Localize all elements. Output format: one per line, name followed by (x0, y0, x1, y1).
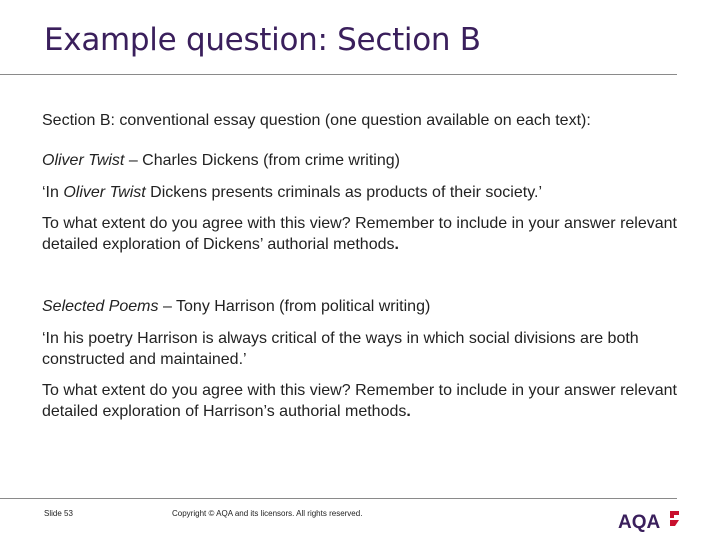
question1-heading (42, 150, 682, 171)
question2-task-end: . (406, 403, 411, 420)
title-divider (0, 74, 677, 75)
question1-quote (42, 182, 682, 203)
aqa-logo-mark (670, 511, 679, 526)
slide-title: Example question: Section B (44, 22, 481, 58)
question1-quote-title: Oliver Twist (63, 184, 146, 201)
intro-text: Section B: conventional essay question (one question available on each text): (42, 112, 591, 129)
question1-quote-open: ‘In (42, 184, 64, 201)
aqa-logo (618, 508, 680, 532)
aqa-logo-text: AQA (618, 512, 661, 532)
question1-quote-rest: Dickens presents criminals as products of their society.’ (145, 184, 543, 201)
question2-quote: ‘In his poetry Harrison is always critical of the ways in which social divisions are both constructed and maintained.’ (42, 330, 639, 368)
slide-number: Slide 53 (44, 509, 73, 518)
question2-heading (42, 296, 682, 317)
copyright-notice: Copyright © AQA and its licensors. All rights reserved. (172, 509, 363, 518)
question2-heading-rest: – Tony Harrison (from political writing) (158, 298, 431, 315)
question2-task (42, 380, 682, 422)
question2-text-title: Selected Poems (42, 298, 159, 315)
question1-task-text: To what extent do you agree with this view? Remember to include in your answer relevant detailed exploration of Dickens’ authorial methods (42, 215, 677, 253)
question1-heading-rest: – Charles Dickens (from crime writing) (124, 152, 400, 169)
question2-task-text: To what extent do you agree with this view? Remember to include in your answer relevant detailed exploration of Harrison’s authorial methods (42, 382, 677, 420)
slide-content (42, 110, 682, 422)
question1-task (42, 213, 682, 255)
question1-text-title: Oliver Twist (42, 152, 125, 169)
footer-divider (0, 498, 677, 499)
question1-task-end: . (394, 236, 399, 253)
